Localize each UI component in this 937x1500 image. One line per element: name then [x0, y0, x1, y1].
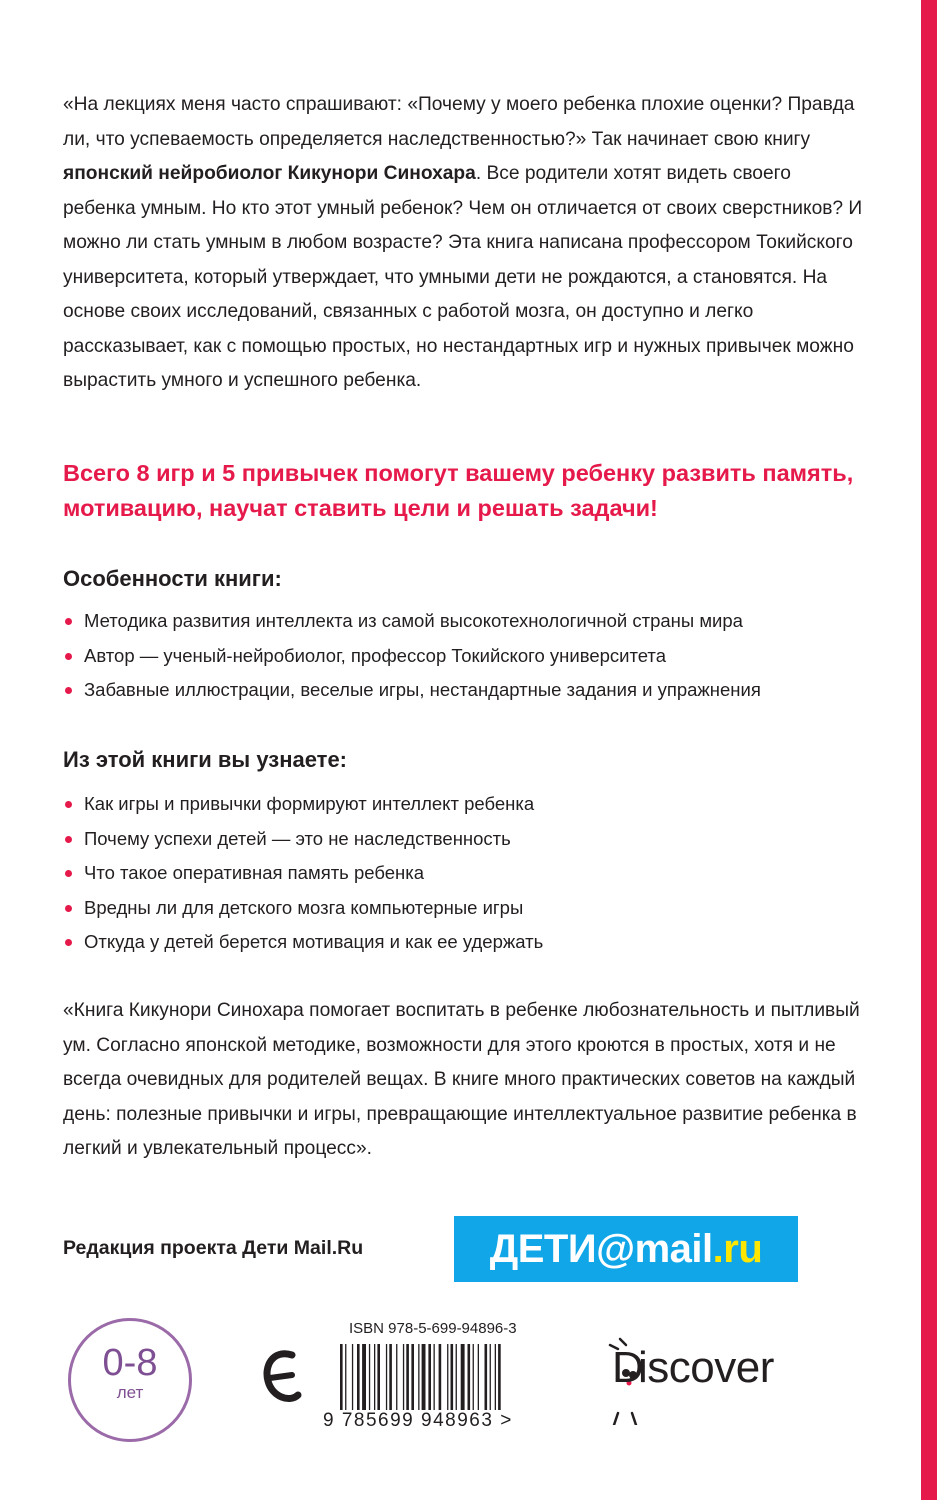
barcode-bar	[357, 1344, 360, 1410]
barcode-bar	[386, 1344, 387, 1410]
barcode-bar	[377, 1344, 380, 1410]
bullet-dot-icon	[65, 801, 72, 808]
barcode-bar	[352, 1344, 353, 1410]
barcode-bar	[374, 1344, 375, 1410]
learn-heading: Из этой книги вы узнаете:	[63, 747, 348, 772]
barcode-bar	[422, 1344, 426, 1410]
barcode-bar	[439, 1344, 442, 1410]
list-item: Откуда у детей берется мотивация и как ее удержать	[63, 925, 893, 960]
barcode-bar	[340, 1344, 343, 1410]
age-unit: лет	[116, 1383, 144, 1402]
barcode-bar	[411, 1344, 414, 1410]
barcode-digits: 9 785699 948963 >	[323, 1410, 513, 1431]
editor-credit: Редакция проекта Дети Mail.Ru	[63, 1237, 364, 1259]
barcode-bar	[478, 1344, 479, 1410]
intro-paragraph	[63, 88, 863, 399]
deti-mail-logo	[454, 1216, 798, 1282]
barcode-bar	[418, 1344, 419, 1410]
red-spine-bar	[921, 0, 937, 1500]
barcode-bar	[428, 1344, 431, 1410]
list-item: Забавные иллюстрации, веселые игры, нестандартные задания и упражнения	[63, 673, 893, 708]
isbn-label: ISBN 978-5-699-94896-3	[349, 1320, 517, 1337]
age-range: 0-8	[102, 1342, 158, 1384]
bullet-dot-icon	[65, 939, 72, 946]
barcode-bar	[456, 1344, 457, 1410]
barcode-bar	[389, 1344, 392, 1410]
bullet-dot-icon	[65, 836, 72, 843]
review-quote: «Книга Кикунори Синохара помогает воспитать в ребенке любознательность и пытливый ум. Согласно японской методике, возможности для этого кроются в простых, хотя и не всегда очевидных для родителей вещах. В книге много практических советов на каждый день: полезные привычки и игры, превращающие интеллектуальное развитие ребенка в легкий и увлекательный процесс».	[63, 1000, 860, 1159]
list-item: Что такое оперативная память ребенка	[63, 856, 893, 891]
list-item: Автор — ученый-нейробиолог, профессор Токийского университета	[63, 639, 893, 674]
bullet-dot-icon	[65, 905, 72, 912]
barcode-bar	[403, 1344, 404, 1410]
learn-list	[63, 787, 893, 960]
barcode-bar	[451, 1344, 454, 1410]
discover-letter-d: D	[612, 1343, 644, 1392]
barcode-bar	[490, 1344, 491, 1410]
barcode-bar	[473, 1344, 474, 1410]
eksmo-logo-icon	[262, 1345, 302, 1410]
mail-logo-left: ДЕТИ@mail	[489, 1227, 713, 1271]
bullet-dot-icon	[65, 687, 72, 694]
promo-headline: Всего 8 игр и 5 привычек помогут вашему ребенку развить память, мотивацию, научат ставить цели и решать задачи!	[63, 460, 854, 521]
intro-author-bold: японский нейробиолог Кикунори Синохара	[63, 163, 476, 184]
list-item: Как игры и привычки формируют интеллект ребенка	[63, 787, 893, 822]
mail-logo-ru: .ru	[712, 1227, 763, 1271]
features-heading: Особенности книги:	[63, 566, 282, 591]
bullet-dot-icon	[65, 870, 72, 877]
barcode-bar	[447, 1344, 448, 1410]
barcode-icon	[338, 1344, 548, 1410]
list-item: Почему успехи детей — это не наследственность	[63, 822, 893, 857]
intro-text-2: . Все родители хотят видеть своего ребенка умным. Но кто этот умный ребенок? Чем он отличается от своих сверстников? И можно ли стать умным в любом возрасте? Эта книга написана профессором Токийского университета, который утверждает, что умными дети не рождаются, а становятся. На основе своих исследований, связанных с работой мозга, он доступно и легко рассказывает, как с помощью простых, но нестандартных игр и нужных привычек можно вырастить умного и успешного ребенка.	[63, 163, 863, 391]
barcode-bar	[362, 1344, 366, 1410]
list-item: Вредны ли для детского мозга компьютерные игры	[63, 891, 893, 926]
bullet-dot-icon	[65, 618, 72, 625]
list-item: Методика развития интеллекта из самой высокотехнологичной страны мира	[63, 604, 893, 639]
bullet-dot-icon	[65, 653, 72, 660]
barcode-bar	[495, 1344, 496, 1410]
barcode-bar	[434, 1344, 435, 1410]
barcode-bar	[369, 1344, 370, 1410]
barcode-bar	[485, 1344, 488, 1410]
barcode-bar	[396, 1344, 397, 1410]
discover-word: iscover	[638, 1343, 774, 1392]
barcode-bar	[461, 1344, 465, 1410]
barcode-bar	[406, 1344, 409, 1410]
intro-text-1: «На лекциях меня часто спрашивают: «Почему у моего ребенка плохие оценки? Правда ли, что успеваемость определяется наследственностью?» Так начинает свою книгу	[63, 94, 855, 150]
barcode-bar	[498, 1344, 501, 1410]
barcode-bar	[468, 1344, 471, 1410]
barcode-bar	[345, 1344, 346, 1410]
age-rating-badge	[68, 1318, 192, 1442]
features-list	[63, 604, 893, 708]
